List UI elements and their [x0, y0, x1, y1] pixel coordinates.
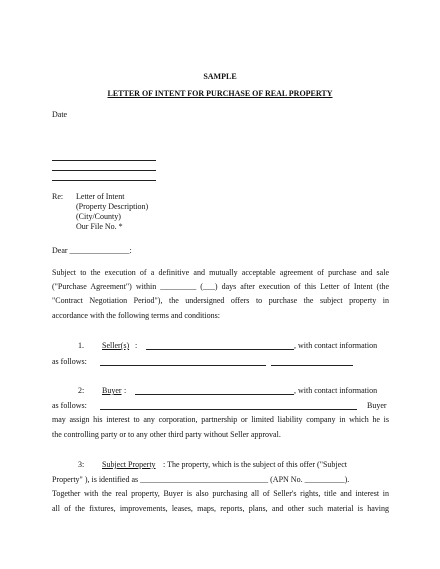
- subject-property-text: : The property, which is the subject of this offer ("Subject: [163, 460, 347, 469]
- subject-property-line: all of the fixtures, improvements, leases, maps, reports, plans, and other such material is having: [52, 504, 389, 513]
- item-number: 1.: [78, 341, 84, 350]
- document-title: LETTER OF INTENT FOR PURCHASE OF REAL PROPERTY: [107, 89, 333, 98]
- re-line: Letter of Intent: [76, 192, 125, 201]
- buyer-name-field: [135, 394, 294, 395]
- subject-property-line: Together with the real property, Buyer is also purchasing all of Seller's rights, title and interest in: [52, 489, 389, 498]
- item-number: 2:: [78, 386, 85, 395]
- seller-label: Seller(s): [102, 341, 130, 350]
- seller-contact-field: [100, 365, 266, 366]
- buyer-line: the controlling party or to any other third party without Seller approval.: [52, 430, 281, 439]
- buyer-as-follows: as follows:: [52, 401, 87, 410]
- date-label: Date: [52, 110, 68, 119]
- seller-contact-text: , with contact information: [294, 341, 378, 350]
- re-line: (City/County): [76, 212, 121, 221]
- address-line: [52, 170, 156, 171]
- item-number: 3:: [78, 460, 85, 469]
- seller-contact-field: [271, 365, 353, 366]
- buyer-colon: :: [124, 386, 127, 395]
- subject-property-line: Property" ), is identified as ________________________________ (APN No. __________).: [52, 475, 350, 484]
- intro-line: "Contract Negotiation Period"), the undersigned offers to purchase the subject property in: [52, 296, 389, 305]
- re-line: Our File No. *: [76, 222, 123, 231]
- buyer-line: may assign his interest to any corporation, partnership or limited liability company in which he is: [52, 415, 389, 424]
- buyer-label: Buyer: [102, 386, 122, 395]
- buyer-contact-field: [100, 409, 357, 410]
- intro-line: accordance with the following terms and conditions:: [52, 311, 220, 320]
- buyer-contact-text: , with contact information: [294, 386, 378, 395]
- seller-colon: :: [135, 341, 138, 350]
- re-label: Re:: [52, 192, 64, 201]
- address-line: [52, 180, 156, 181]
- seller-name-field: [146, 349, 294, 350]
- seller-as-follows: as follows:: [52, 357, 87, 366]
- document-heading: SAMPLE: [203, 72, 237, 81]
- buyer-word: Buyer: [367, 401, 387, 410]
- re-line: (Property Description): [76, 202, 149, 211]
- subject-property-label: Subject Property: [102, 460, 156, 469]
- intro-line: Subject to the execution of a definitive and mutually acceptable agreement of purchase and sale: [52, 268, 389, 277]
- intro-line: ("Purchase Agreement") within _________ (___) days after execution of this Letter of Intent (the: [52, 282, 389, 291]
- salutation: Dear _______________:: [52, 246, 132, 255]
- address-line: [52, 160, 156, 161]
